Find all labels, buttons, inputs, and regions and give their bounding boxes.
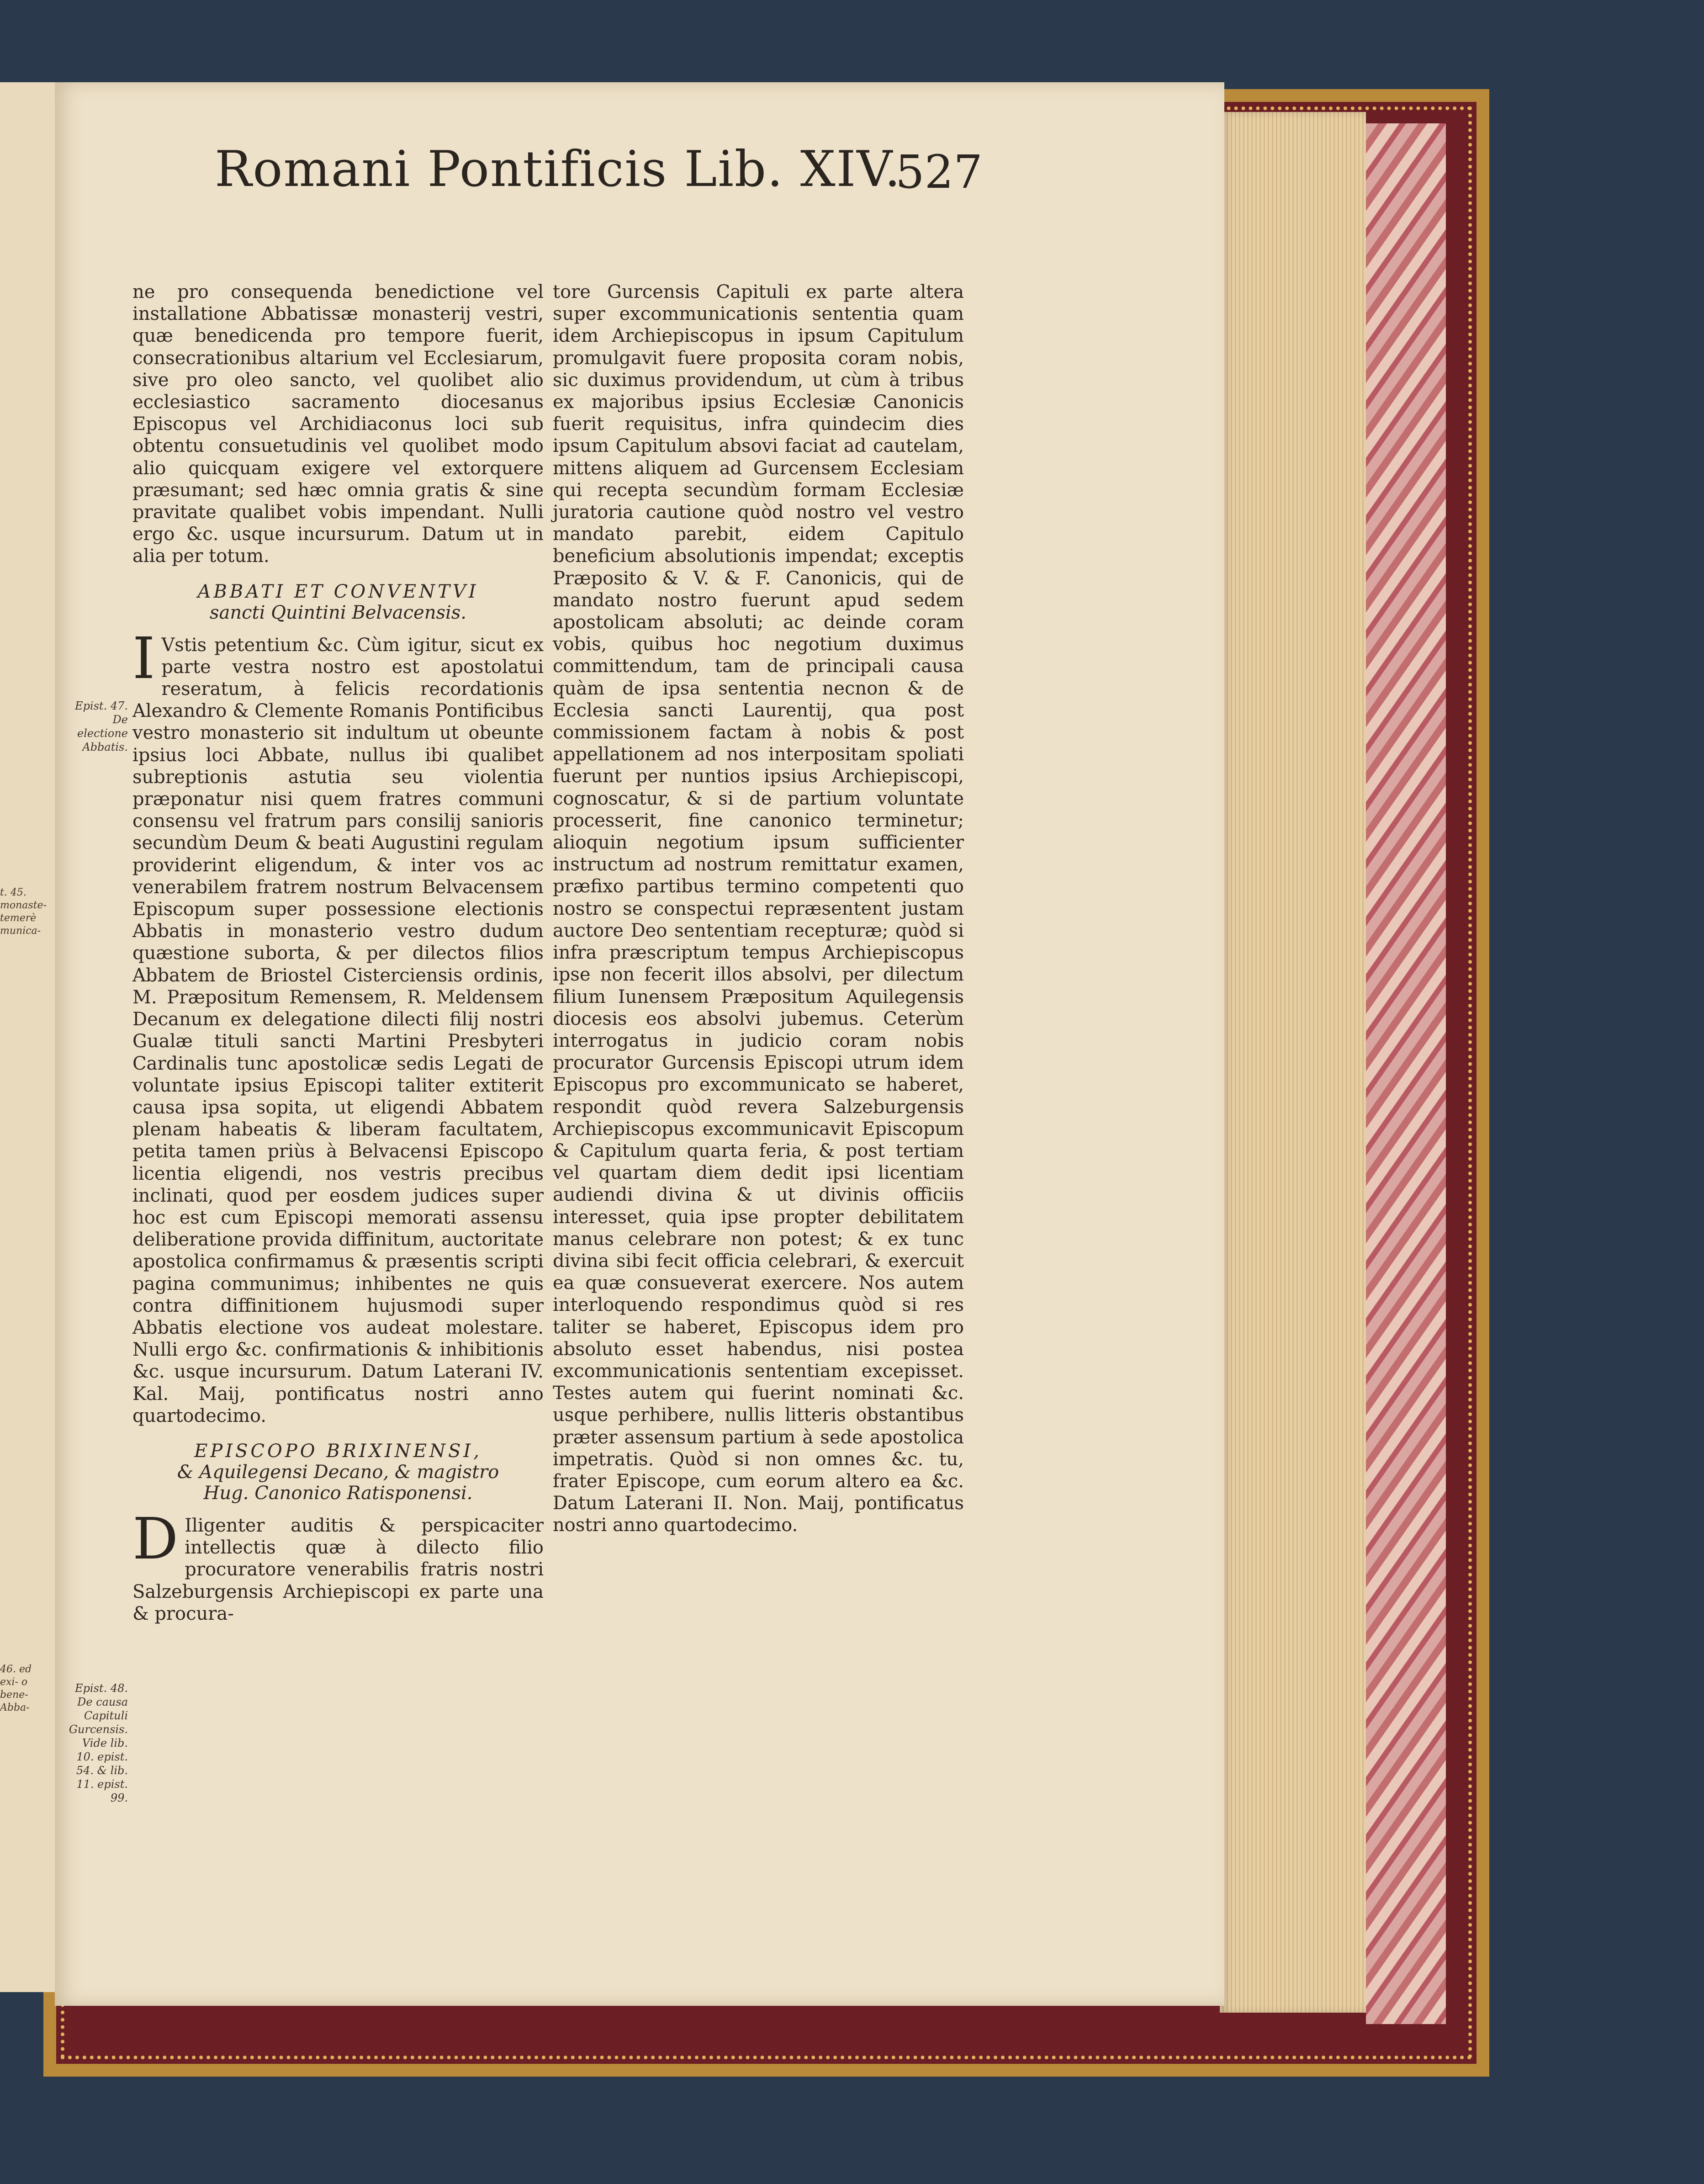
page-number: 527 [895, 145, 983, 199]
heading-1-line-1: ABBATI ET CONVENTVI [197, 581, 479, 602]
margin-note-epist-47: Epist. 47. De electione Abbatis. [75, 700, 128, 753]
left-para-2: Vstis petentium &c. Cùm igitur, sicut ex parte vestra nostro est apostolatui reseratum, à felicis recordationis Alexandro & Clemente Romanis Pontificibus vestro monasterio sit indultum ut obeunte ipsius loci Abbate, nullus ibi qualibet subreptionis astutia seu violentia præponatur nisi quem fratres communi consensu vel fratrum pars consilij sanioris secundùm Deum & beati Augustini regulam providerint eligendum, & inter vos ac venerabilem fratrem nostrum Belvacensem Episcopum super possessione electionis Abbatis in monasterio vestro dudum quæstione suborta, & per dilectos filios Abbatem de Briostel Cisterciensis ordinis, M. Præpositum Remensem, R. Meldensem Decanum ex delegatione dilecti filij nostri Gualæ tituli sancti Martini Presbyteri Cardinalis tunc apostolicæ sedis Legati de voluntate ipsius Episcopi taliter extiterit causa ipsa sopita, ut eligendi Abbatem plenam habeatis & liberam facultatem, petita tamen priùs à Belvacensi Episcopo licentia eligendi, nos vestris precibus inclinati, quod per eosdem judices super hoc est cum Episcopi memorati assensu deliberatione provida diffinitum, auctoritate apostolica confirmamus & præsentis scripti pagina communimus; inhibentes ne quis contra diffinitionem hujusmodi super Abbatis electione vos audeat molestare. Nulli ergo &c. confirmationis & inhibitionis &c. usque incursurum. Datum Laterani IV. Kal. Maij, pontificatus nostri anno quartodecimo. [132, 634, 544, 1426]
left-column [132, 281, 544, 1627]
dropcap-i: I [132, 625, 155, 692]
heading-2-line-3: Hug. Canonico Ratisponensi. [203, 1482, 473, 1504]
dropcap-d: D [132, 1505, 179, 1572]
section-heading-1 [132, 581, 544, 623]
facing-page-note-2: 46. ed exi- o bene- Abba- [0, 1664, 32, 1713]
heading-1-line-2: sancti Quintini Belvacensis. [209, 602, 467, 623]
running-head: Romani Pontificis Lib. XIV. [215, 141, 901, 198]
facing-page [0, 82, 56, 1992]
marbled-endpaper [1366, 123, 1446, 2024]
right-column [553, 281, 964, 1539]
facing-page-note-1: t. 45. monaste- temerè munica- [0, 887, 47, 937]
page-fore-edge [1220, 112, 1366, 2013]
heading-2-line-1: EPISCOPO BRIXINENSI, [194, 1440, 482, 1462]
right-para-1: tore Gurcensis Capituli ex parte altera super excommunicationis sententia quam idem Archiepiscopus in ipsum Capitulum promulgavit fuere proposita coram nobis, sic duximus providendum, ut cùm à tribus ex majoribus ipsius Ecclesiæ Canonicis fuerit requisitus, infra quindecim dies ipsum Capitulum absovi faciat ad cautelam, mittens aliquem ad Gurcensem Ecclesiam qui recepta secundùm formam Ecclesiæ juratoria cautione quòd nostro vel vestro mandato parebit, eidem Capitulo beneficium absolutionis impendat; exceptis Præposito & V. & F. Canonicis, qui de mandato nostro fuerunt apud sedem apostolicam absoluti; ac deinde coram vobis, quibus hoc negotium duximus committendum, tam de principali causa quàm de ipsa sententia necnon & de Ecclesia sancti Laurentij, qua post commissionem factam à nobis & post appellationem ad nos interpositam spoliati fuerunt per nuntios ipsius Archiepiscopi, cognoscatur, & si de partium voluntate processerit, fine canonico terminetur; alioquin negotium ipsum sufficienter instructum ad nostrum remittatur examen, præfixo partibus termino competenti quo nostro se conspectui repræsentent justam auctore Deo sententiam recepturæ; quòd si infra præscriptum tempus Archiepiscopus ipse non fecerit illos absolvi, per dilectum filium Iunensem Præpositum Aquilegensis diocesis eos absolvi jubemus. Ceterùm interrogatus in judicio coram nobis procurator Gurcensis Episcopi utrum idem Episcopus pro excommunicato se haberet, respondit quòd revera Salzeburgensis Archiepiscopus excommunicavit Episcopum & Capitulum quarta feria, & post tertiam vel quartam diem dedit ipsi licentiam audiendi divina & ut divinis officiis interesset, quia ipse propter debilitatem manus celebrare non potest; & ex tunc divina sibi fecit officia celebrari, & exercuit ea quæ consueverat exercere. Nos autem interloquendo respondimus quòd si res taliter se haberet, Episcopus idem pro absoluto esset habendus, nisi postea excommunicationis sententiam excepisset. Testes autem qui fuerint nominati &c. usque perhibere, nullis litteris obstantibus præter assensum partium à sede apostolica impetratis. Quòd si non omnes &c. tu, frater Episcope, cum eorum altero ea &c. Datum Laterani II. Non. Maij, pontificatus nostri anno quartodecimo. [553, 281, 964, 1536]
heading-2-line-2: & Aquilegensi Decano, & magistro [177, 1461, 499, 1483]
section-heading-2 [132, 1441, 544, 1504]
margin-note-epist-48: Epist. 48. De causa Capituli Gurcensis. Vide lib. 10. epist. 54. & lib. 11. epist. 99. [69, 1682, 128, 1804]
left-para-1: ne pro consequenda benedictione vel installatione Abbatissæ monasterij vestri, quæ benedicenda pro tempore fuerit, consecrationibus altarium vel Ecclesiarum, sive pro oleo sancto, vel quolibet alio ecclesiastico sacramento diocesanus Episcopus vel Archidiaconus loci sub obtentu consuetudinis vel quolibet modo alio quicquam exigere vel extorquere præsumant; sed hæc omnia gratis & sine pravitate qualibet vobis impendant. Nulli ergo &c. usque incursurum. Datum ut in alia per totum. [132, 281, 544, 567]
left-para-3: Iligenter auditis & perspicaciter intellectis quæ à dilecto filio procuratore venerabilis fratris nostri Salzeburgensis Archiepiscopi ex parte una & procura- [132, 1515, 544, 1624]
